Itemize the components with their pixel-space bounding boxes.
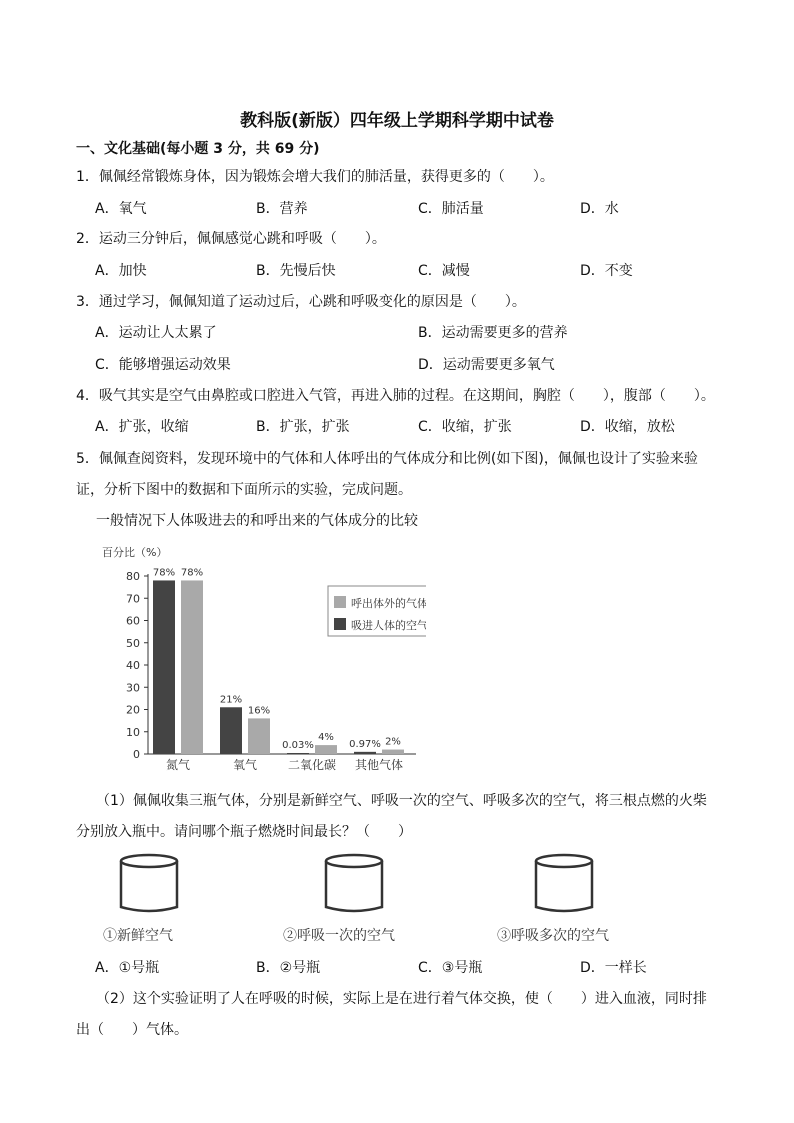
question-2-option-d[interactable]: D．不变 xyxy=(580,263,633,279)
legend-label: 吸进人体的空气 xyxy=(351,619,426,632)
bar-data-label: 0.03% xyxy=(282,740,314,751)
bottle-3-icon xyxy=(533,853,595,915)
subquestion-1-option-c[interactable]: C．③号瓶 xyxy=(418,960,483,976)
bar-data-label: 78% xyxy=(180,567,204,579)
legend-swatch xyxy=(334,596,346,608)
subquestion-1-option-d[interactable]: D．一样长 xyxy=(580,960,647,976)
bar-data-label: 16% xyxy=(247,705,271,717)
x-tick-label: 二氧化碳 xyxy=(287,758,337,772)
question-2-stem: 2．运动三分钟后，佩佩感觉心跳和呼吸（ ）。 xyxy=(76,231,386,247)
question-4-stem: 4．吸气其实是空气由鼻腔或口腔进入气管，再进入肺的过程。在这期间，胸腔（ ），腹部（ ）。 xyxy=(76,388,715,404)
bar xyxy=(248,718,270,754)
section-heading: 一、文化基础(每小题 3 分，共 69 分) xyxy=(76,141,320,157)
bar-data-label: 0.97% xyxy=(349,738,381,750)
chart-caption: 一般情况下人体吸进去的和呼出来的气体成分的比较 xyxy=(96,513,418,529)
question-5-stem-line1: 5．佩佩查阅资料，发现环境中的气体和人体呼出的气体成分和比例(如下图)，佩佩也设计了实验来验 xyxy=(76,451,698,467)
x-tick-label: 其他气体 xyxy=(354,758,404,772)
subquestion-2-line2: 出（ ）气体。 xyxy=(76,1022,188,1038)
legend-swatch xyxy=(334,618,346,630)
y-tick-label: 20 xyxy=(126,703,140,717)
y-axis-label: 百分比（%） xyxy=(102,546,168,559)
bottle-2-icon xyxy=(323,853,385,915)
bar-data-label: 4% xyxy=(318,732,334,744)
y-tick-label: 50 xyxy=(126,636,140,650)
y-tick-label: 80 xyxy=(126,570,140,583)
bottle-3-label: ③呼吸多次的空气 xyxy=(497,928,609,944)
bar xyxy=(382,750,404,754)
bar xyxy=(354,752,376,754)
bar xyxy=(220,707,242,754)
bar xyxy=(153,580,175,754)
subquestion-2-line1: （2）这个实验证明了人在呼吸的时候，实际上是在进行着气体交换，使（ ）进入血液，同时排 xyxy=(96,991,707,1007)
question-3-option-b[interactable]: B．运动需要更多的营养 xyxy=(418,325,568,341)
question-4-option-c[interactable]: C．收缩，扩张 xyxy=(418,419,512,435)
question-4-option-d[interactable]: D．收缩，放松 xyxy=(580,419,675,435)
bar-data-label: 21% xyxy=(219,694,243,706)
question-1-option-a[interactable]: A．氧气 xyxy=(95,201,147,217)
bottle-2-label: ②呼吸一次的空气 xyxy=(283,928,395,944)
subquestion-1-line2: 分别放入瓶中。请问哪个瓶子燃烧时间最长？（ ） xyxy=(76,824,412,840)
question-1-option-b[interactable]: B．营养 xyxy=(256,201,308,217)
y-tick-label: 70 xyxy=(126,592,140,606)
question-1-option-c[interactable]: C．肺活量 xyxy=(418,201,484,217)
bottle-1-label: ①新鲜空气 xyxy=(103,928,173,944)
question-2-option-b[interactable]: B．先慢后快 xyxy=(256,263,336,279)
bar xyxy=(315,745,337,754)
chart-svg xyxy=(96,540,426,775)
y-tick-label: 30 xyxy=(126,681,140,695)
question-3-stem: 3．通过学习，佩佩知道了运动过后，心跳和呼吸变化的原因是（ ）。 xyxy=(76,294,526,310)
subquestion-1-option-a[interactable]: A．①号瓶 xyxy=(95,960,160,976)
bottle-1-icon xyxy=(118,853,180,915)
question-4-option-b[interactable]: B．扩张，扩张 xyxy=(256,419,350,435)
y-tick-label: 40 xyxy=(126,659,140,672)
x-tick-label: 氧气 xyxy=(232,758,258,772)
subquestion-1-option-b[interactable]: B．②号瓶 xyxy=(256,960,321,976)
bar xyxy=(287,753,309,754)
bar-data-label: 78% xyxy=(152,567,176,579)
question-3-option-c[interactable]: C．能够增强运动效果 xyxy=(95,357,231,373)
y-tick-label: 0 xyxy=(133,748,140,761)
question-2-option-c[interactable]: C．减慢 xyxy=(418,263,470,279)
question-1-option-d[interactable]: D．水 xyxy=(580,201,619,217)
question-5-stem-line2: 证，分析下图中的数据和下面所示的实验，完成问题。 xyxy=(76,482,412,498)
question-2-option-a[interactable]: A．加快 xyxy=(95,263,147,279)
subquestion-1-line1: （1）佩佩收集三瓶气体，分别是新鲜空气、呼吸一次的空气、呼吸多次的空气，将三根点燃的火柴 xyxy=(96,793,707,809)
y-tick-label: 60 xyxy=(126,614,140,628)
legend-label: 呼出体外的气体 xyxy=(351,597,426,610)
y-tick-label: 10 xyxy=(126,725,140,739)
question-3-option-a[interactable]: A．运动让人太累了 xyxy=(95,325,217,341)
bar-data-label: 2% xyxy=(385,736,401,748)
question-1-stem: 1．佩佩经常锻炼身体，因为锻炼会增大我们的肺活量，获得更多的（ ）。 xyxy=(76,169,554,185)
x-tick-label: 氮气 xyxy=(165,758,191,772)
gas-composition-chart xyxy=(96,540,426,775)
bar xyxy=(181,580,203,754)
page-title: 教科版(新版）四年级上学期科学期中试卷 xyxy=(240,111,554,131)
question-4-option-a[interactable]: A．扩张，收缩 xyxy=(95,419,189,435)
question-3-option-d[interactable]: D．运动需要更多氧气 xyxy=(418,357,555,373)
